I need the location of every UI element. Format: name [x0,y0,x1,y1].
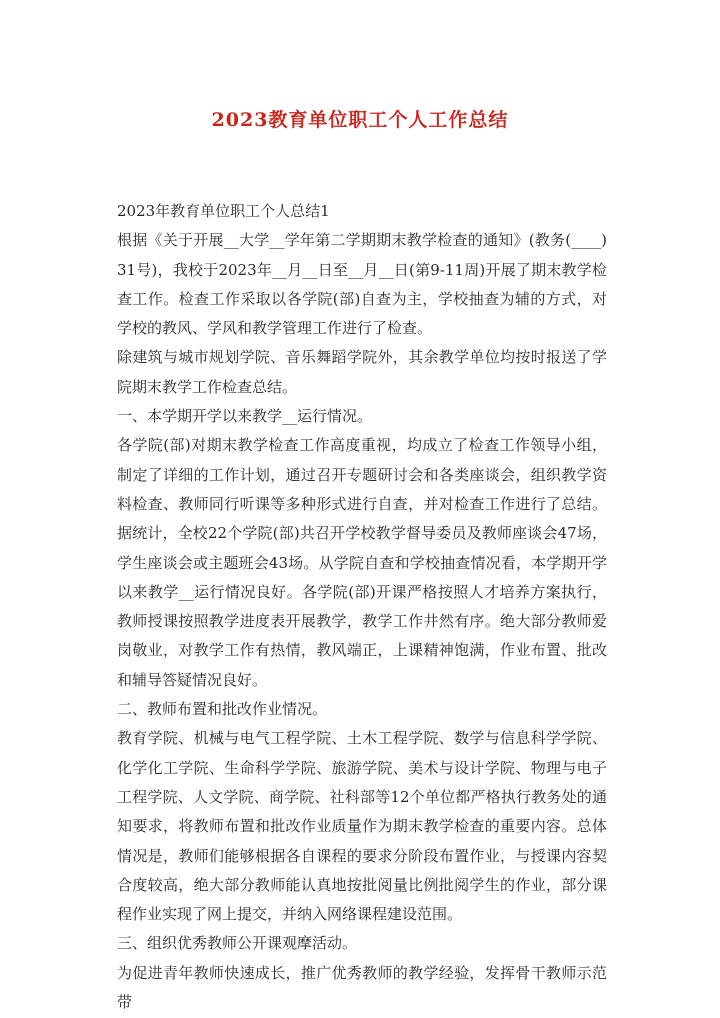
paragraph-open-class: 为促进青年教师快速成长，推广优秀教师的教学经验，发挥骨干教师示范带 [117,963,607,1012]
section-heading-1: 一、本学期开学以来教学__运行情况。 [117,407,373,426]
paragraph-inspection-notice: 根据《关于开展__大学__学年第二学期期末教学检查的通知》(教务(____)31号)，我校于2023年__月__日至__月__日(第9-11周)开展了期末教学检查工作。检查工作采取以各学院(部)自查为主，学校抽查为辅的方式，对学校的教风、学风和教学管理工作进行了检查。 [117,231,607,338]
document-title: 2023教育单位职工个人工作总结 [211,109,509,131]
paragraph-submission-status: 除建筑与城市规划学院、音乐舞蹈学院外，其余教学单位均按时报送了学院期末教学工作检查总结。 [117,348,607,396]
document-body [117,197,607,1017]
section-heading-3: 三、组织优秀教师公开课观摩活动。 [117,934,358,953]
section-heading-2: 二、教师布置和批改作业情况。 [117,700,328,719]
paragraph-teaching-operation: 各学院(部)对期末教学检查工作高度重视，均成立了检查工作领导小组，制定了详细的工作计划，通过召开专题研讨会和各类座谈会，组织教学资料检查、教师同行听课等多种形式进行自查，并对检查工作进行了总结。据统计，全校22个学院(部)共召开学校教学督导委员及教师座谈会47场，学生座谈会或主题班会43场。从学院自查和学校抽查情况看，本学期开学以来教学__运行情况良好。各学院(部)开课严格按照人才培养方案执行，教师授课按照教学进度表开展教学，教学工作井然有序。绝大部分教师爱岗敬业，对教学工作有热情，教风端正，上课精神饱满，作业布置、批改和辅导答疑情况良好。 [117,436,607,689]
paragraph-homework: 教育学院、机械与电气工程学院、土木工程学院、数学与信息科学学院、化学化工学院、生命科学学院、旅游学院、美术与设计学院、物理与电子工程学院、人文学院、商学院、社科部等12个单位都严格执行教务处的通知要求，将教师布置和批改作业质量作为期末教学检查的重要内容。总体情况是，教师们能够根据各自课程的要求分阶段布置作业，与授课内容契合度较高，绝大部分教师能认真地按批阅量比例批阅学生的作业，部分课程作业实现了网上提交，并纳入网络课程建设范围。 [117,729,607,924]
paragraph-heading-summary: 2023年教育单位职工个人总结1 [117,202,330,220]
